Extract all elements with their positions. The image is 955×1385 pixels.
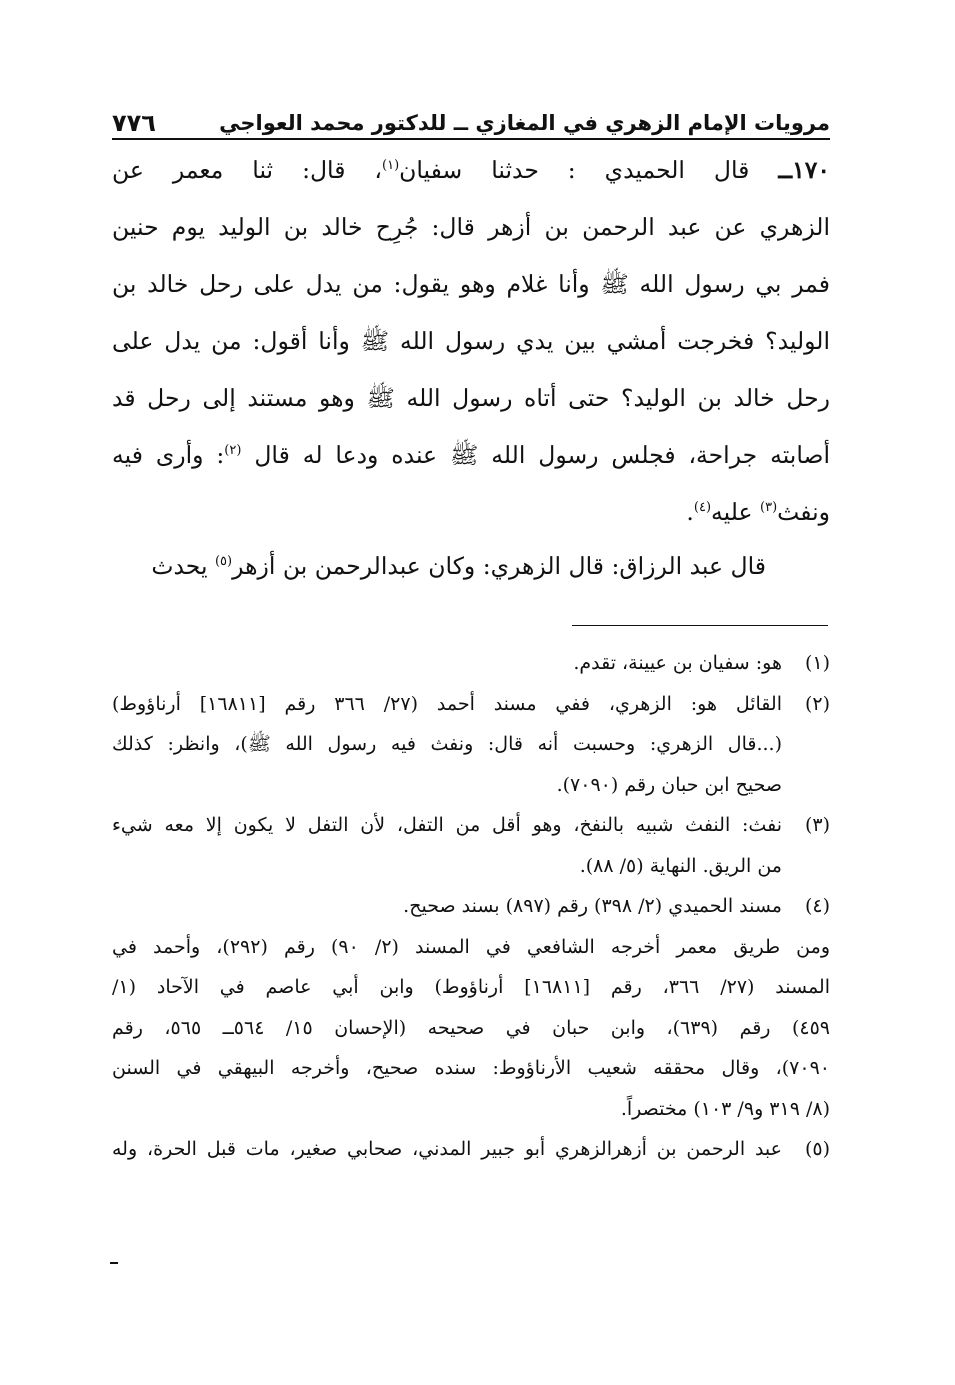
footnote-ref: (٢) bbox=[224, 443, 242, 458]
footnote-line bbox=[112, 805, 830, 846]
text-segment: ، قال: ثنا معمر عن bbox=[112, 156, 382, 184]
text-segment: قال عبد الرزاق: قال الزهري: وكان عبدالرحمن بن أزهر bbox=[232, 552, 766, 580]
running-title: مرويات الإمام الزهري في المغازي ــ للدكتور محمد العواجي bbox=[219, 111, 830, 135]
text-segment: : وأرى فيه bbox=[112, 441, 225, 469]
text-segment: عليه bbox=[711, 498, 760, 526]
text-segment: يحدث bbox=[151, 552, 215, 580]
footnote-line: من الريق. النهاية (٥/ ٨٨). bbox=[579, 854, 782, 877]
main-text bbox=[112, 142, 830, 541]
footnote-text: عبد الرحمن بن أزهرالزهري أبو جبير المدني، صحابي صغير، مات قبل الحرة، وله bbox=[112, 1138, 782, 1160]
footnote-ref: (٥) bbox=[214, 554, 233, 569]
footnote-line: المسند (٢٧/ ٣٦٦، رقم [١٦٨١١] أرناؤوط) وابن أبي عاصم في الآحاد (١/ bbox=[112, 976, 830, 998]
footnote-line: (٨/ ٣١٩ و٩/ ١٠٣) مختصراً. bbox=[620, 1097, 830, 1120]
footnote-text: نفث: النفث شبيه بالنفخ، وهو أقل من التفل، لأن التفل لا يكون إلا معه شيء bbox=[112, 814, 782, 836]
footnote-ref: (٤) bbox=[693, 500, 712, 515]
footnote-line: ٧٠٩٠)، وقال محققه شعيب الأرناؤوط: سنده صحيح، وأخرجه البيهقي في السنن bbox=[112, 1057, 830, 1079]
text-line bbox=[112, 427, 830, 484]
footnote-line: صحيح ابن حبان رقم (٧٠٩٠). bbox=[556, 773, 782, 796]
text-line: رحل خالد بن الوليد؟ حتى أتاه رسول الله ﷺ وهو مستند إلى رحل قد bbox=[112, 384, 830, 412]
footnotes bbox=[112, 643, 830, 1170]
page-number: ٧٧٦ bbox=[112, 109, 156, 137]
footnote-line: ٤٥٩) رقم (٦٣٩)، وابن حبان في صحيحه (الإحسان ١٥/ ٥٦٤ــ ٥٦٥، رقم bbox=[112, 1016, 830, 1039]
continuation-mark bbox=[110, 1262, 118, 1264]
footnote-line: ومن طريق معمر أخرجه الشافعي في المسند (٢/ ٩٠) رقم (٢٩٢)، وأحمد في bbox=[112, 935, 830, 958]
text-segment: . bbox=[686, 498, 694, 526]
footnote-line bbox=[112, 643, 830, 684]
hadith-number: ١٧٠ــ bbox=[778, 156, 830, 184]
footnote-ref: (٣) bbox=[760, 500, 778, 515]
text-segment: ونفث bbox=[777, 498, 830, 526]
footnote-separator bbox=[572, 625, 828, 626]
text-line bbox=[112, 142, 830, 199]
footnote-line bbox=[112, 1129, 830, 1170]
continuation-paragraph bbox=[112, 538, 830, 595]
text-line bbox=[112, 538, 830, 595]
footnote-marker: (٥) bbox=[804, 1138, 830, 1160]
footnote-marker: (٣) bbox=[804, 814, 830, 836]
footnote-ref: (١) bbox=[382, 158, 400, 173]
footnote-line bbox=[112, 684, 830, 725]
footnote-text: القائل هو: الزهري، ففي مسند أحمد (٢٧/ ٣٦٦ رقم [١٦٨١١] أرناؤوط) bbox=[112, 692, 782, 715]
footnote-line: (...قال الزهري: وحسبت أنه قال: ونفث فيه رسول الله ﷺ)، وانظر: كذلك bbox=[112, 733, 782, 755]
text-segment: قال الحميدي : حدثنا سفيان bbox=[399, 156, 779, 184]
footnote-marker: (١) bbox=[804, 652, 830, 674]
footnote-marker: (٤) bbox=[804, 895, 830, 917]
text-segment: أصابته جراحة، فجلس رسول الله ﷺ عنده ودعا له قال bbox=[241, 441, 830, 469]
text-line: الوليد؟ فخرجت أمشي بين يدي رسول الله ﷺ وأنا أقول: من يدل على bbox=[112, 327, 830, 355]
text-line: الزهري عن عبد الرحمن بن أزهر قال: جُرِح خالد بن الوليد يوم حنين bbox=[112, 213, 830, 241]
page-header bbox=[112, 102, 830, 140]
text-line: فمر بي رسول الله ﷺ وأنا غلام وهو يقول: من يدل على رحل خالد بن bbox=[112, 270, 830, 298]
footnote-line bbox=[112, 886, 830, 927]
footnote-marker: (٢) bbox=[804, 692, 830, 715]
footnote-text: مسند الحميدي (٢/ ٣٩٨) رقم (٨٩٧) بسند صحيح. bbox=[403, 895, 782, 917]
text-line bbox=[112, 484, 830, 541]
footnote-text: هو: سفيان بن عيينة، تقدم. bbox=[573, 652, 782, 674]
